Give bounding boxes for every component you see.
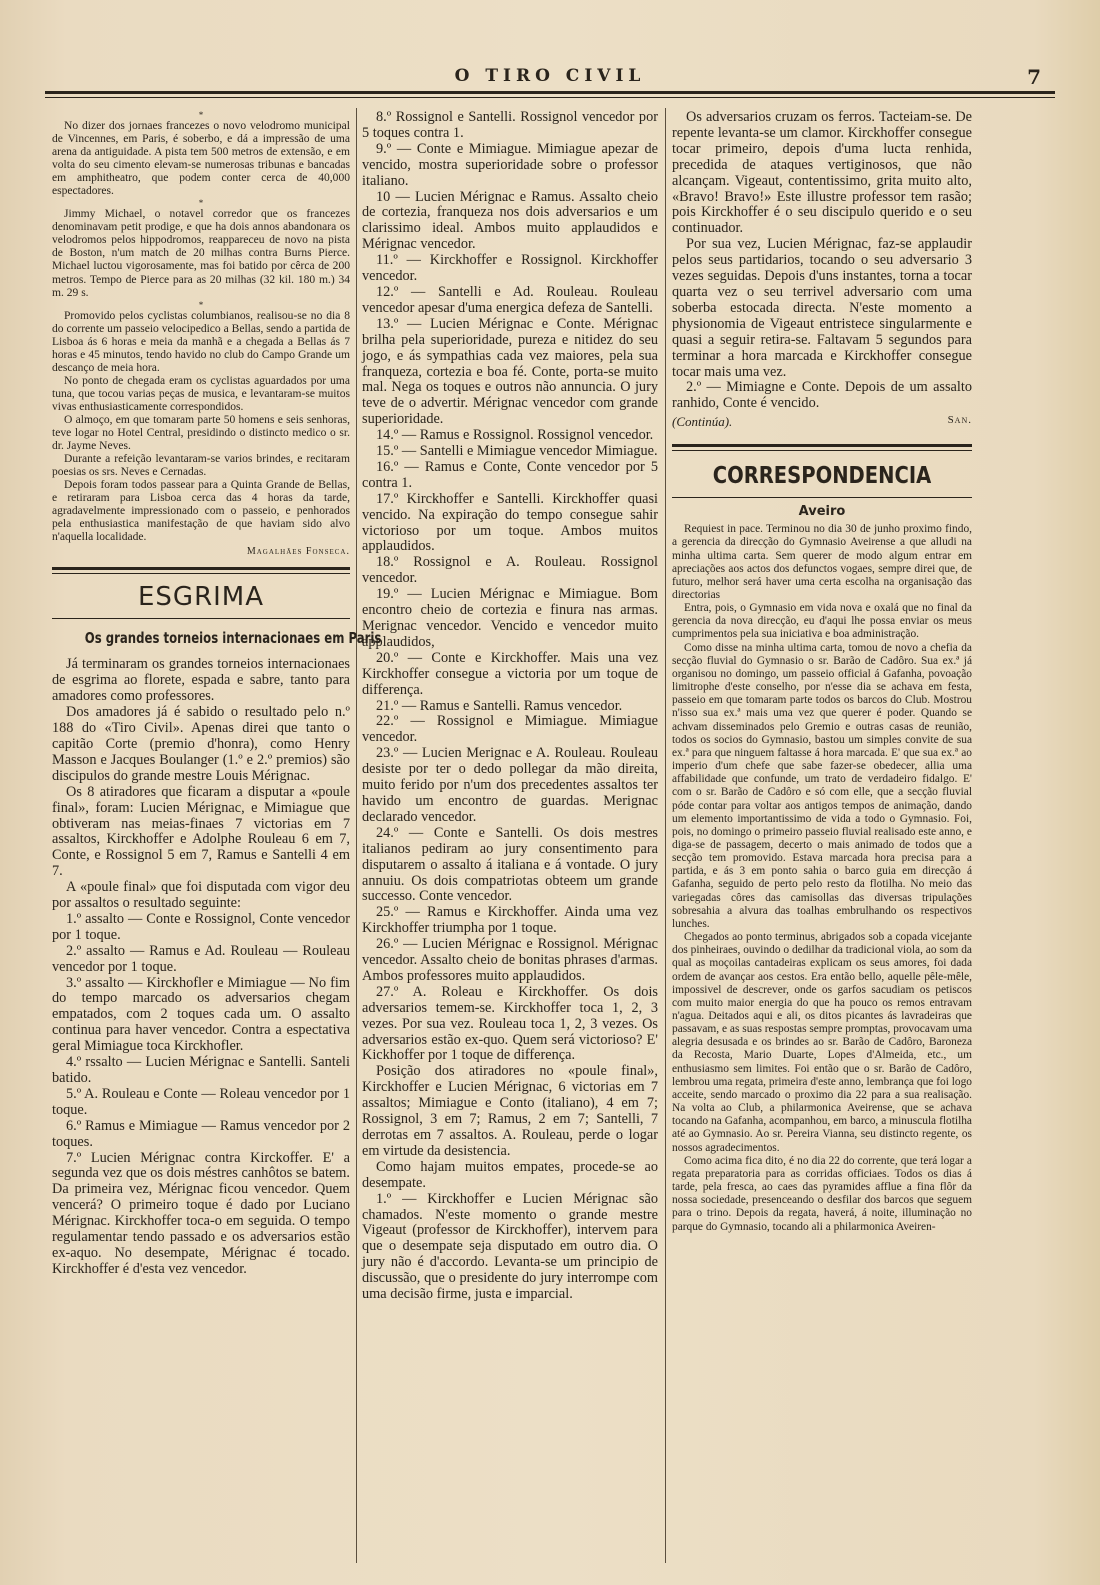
paragraph: 4.º rssalto — Lucien Mérignac e Santelli. Santeli batido. <box>52 1054 350 1087</box>
place-heading: Aveiro <box>798 504 846 520</box>
paragraph: Requiest in pace. Terminou no dia 30 de junho proximo findo, a gerencia da direcção do Gymnasio Aveirense a que alludi na minha ultima carta. Sem querer de modo algum entrar em apreciações aos actos dos defunctos vogaes, sempre direi que, de futuro, melhor será haver uma certa escolha na organisação das directorias <box>672 523 972 601</box>
article-subheading: Os grandes torneios internacionaes em Paris <box>84 629 382 648</box>
column-divider <box>356 108 357 1563</box>
paragraph: Chegados ao ponto terminus, abrigados sob a copada vicejante dos pinheiraes, ouvindo o dedilhar da tradicional viola, ao som da qual as moçoilas cantadeiras explicam os seus amores, foi dada ordem de avançar aos cestos. Era então bello, aquelle pêle-mêle, impossivel de descrever, onde os garfos sacudiam os petiscos com muito maior energia do que ha pouco os remos entravam n'agua. Deitados aqui e ali, os ditos picantes ás lavradeiras que passavam, e as suas respostas sempre promptas, provocavam uma alegria desusada e os brindes ao sr. Barão de Cadôro, Baroneza da Recosta, Mario Duarte, Lopes d'Almeida, etc., um enthusiasmo sem limites. Foi então que o sr. Barão de Cadôro, lembrou uma regata, primeira d'este anno, lembrança que foi logo acceite, sendo marcado o proximo dia 22 para a sua realisação. Na volta ao Club, a philarmonica Aveirense, que se achava tocando na Gafanha, acompanhou, em barco, a minuscula flotilha até ao Gymnasio. Ao sr. Pereira Vianna, seu distincto regente, os nossos agradecimentos. <box>672 931 972 1154</box>
author-signature: Magalhães Fonseca. <box>246 546 350 558</box>
paragraph: 1.º assalto — Conte e Rossignol, Conte vencedor por 1 toque. <box>52 910 350 943</box>
paragraph: A «poule final» que foi disputada com vigor deu por assaltos o resultado seguinte: <box>52 879 350 912</box>
column-3 <box>672 110 972 1575</box>
section-rule <box>672 444 972 447</box>
paragraph: 16.º — Ramus e Conte, Conte vencedor por 5 contra 1. <box>362 458 658 491</box>
paragraph: Por sua vez, Lucien Mérignac, faz-se applaudir pelos seus partidarios, tocando o seu adversario 3 vezes seguidas. Depois d'uns instantes, torna a tocar quarta vez o seu terrivel adversario com uma soberba estocada directa. N'este momento a physionomia de Vigeaut entristece singularmente e quasi a seguir retira-se. Faltavam 5 segundos para terminar a hora marcada e Kirckhoffer consegue tocar mais uma vez. <box>672 236 972 380</box>
section-rule <box>52 573 350 574</box>
paragraph: Como disse na minha ultima carta, tomou de novo a chefia da secção fluvial do Gymnasio o sr. Barão de Cadôro. Sua ex.ª já organisou no domingo, um passeio official á Gafanha, povoação limitrophe d'este conselho, por n'esse dia se achava em festa, passeio em que tomaram parte todos os barcos do Club. Mostrou n'isso sua ex.ª mais uma vez que querer é poder. Quando se achvam disseminados pelo Gremio e outras casas de reunião, todos os socios do Gymnasio, bastou um simples convite de sua ex.ª para que ninguem faltasse á hora marcada. E' que sua ex.ª ao imperio d'um chefe que sabe fazer-se obedecer, allia uma affabilidade que confunde, um trato de verdadeiro fidalgo. E' com o sr. Barão de Cadôro e só com elle, que a secção fluvial póde contar para voltar aos antigos tempos de animação, dando um elemento importantissimo de vida a todo o Gymnasio. Foi, pois, no domingo o primeiro passeio fluvial realisado este anno, e diga-se de passagem, decerto o mais animado de todos que a secção tem promovido. Estava marcada hora precisa para a partida, e ás 3 em ponto sahia o barco guia em direcção á Gafanha, seguido de perto pelo resto da flotilha. No meio das variegadas côres das camisollas das diversas tripulações sobresahia a alvura das toalhas embrulhando os respectivos lunches. <box>672 641 972 930</box>
paragraph: Como hajam muitos empates, procede-se ao desempate. <box>362 1158 658 1191</box>
page-header <box>45 58 1055 102</box>
newspaper-title: O TIRO CIVIL <box>454 66 646 86</box>
column-2 <box>362 110 658 1570</box>
paragraph: Durante a refeição levantaram-se varios brindes, e recitaram poesias os srs. Neves e Cernadas. <box>52 453 350 479</box>
author-signature: San. <box>947 414 972 427</box>
paragraph: 5.º A. Rouleau e Conte — Roleau vencedor por 1 toque. <box>52 1085 350 1118</box>
header-rule-thick <box>45 91 1055 94</box>
paragraph: 7.º Lucien Mérignac contra Kirckoffer. E' a segunda vez que os dois méstres canhôtos se batem. Da primeira vez, Mérignac ficou vencedor. Quem vencerá? O primeiro toque é dado por Luciano Mérignac. Kirckhoffer toca-o em seguida. O tempo regulamentar tendo passado e os adversarios estão ex-aquo. No desempate, Mérignac é tocado. Kirckhoffer é d'esta vez vencedor. <box>52 1149 350 1277</box>
paragraph: 24.º — Conte e Santelli. Os dois mestres italianos pediram ao jury consentimento para disputarem o assalto á italiana e á vontade. O jury annuiu. Os dois compatriotas obteem um grande successo. Conte vencedor. <box>362 824 658 905</box>
paragraph: Os adversarios cruzam os ferros. Tacteiam-se. De repente levanta-se um clamor. Kirckhoffer consegue tocar primeiro, depois d'uma lucta renhida, precedida de ataques vertiginosos, que não alcançam. Vigeaut, contentissimo, grita muito alto, «Bravo! Bravo!» Este illustre professor tem rasão; pois Kirckhoffer é o seu discipulo querido e o seu continuador. <box>672 109 972 237</box>
header-rule-thin <box>45 97 1055 98</box>
separator-star: * <box>198 110 204 120</box>
paragraph: 6.º Ramus e Mimiague — Ramus vencedor por 2 toques. <box>52 1117 350 1150</box>
paragraph: 27.º A. Roleau e Kirckhoffer. Os dois adversarios temem-se. Kirckhoffer toca 1, 2, 3 vezes. Por sua vez. Rouleau toca 1, 2, 3 vezes. Os adversarios estão ex-quo. Quem será victorioso? E' Kickhoffer por 1 toque de differença. <box>362 983 658 1064</box>
section-rule <box>52 567 350 570</box>
paragraph: Jimmy Michael, o notavel corredor que os francezes denominavam petit prodige, e que ha dois annos abandonara os velodromos pelos hippodromos, reappareceu de novo na pista de Boston, n'um match de 20 milhas contra Burns Pierce. Michael luctou vigorosamente, mas foi batido por cêrca de 200 metros. Tempo de Pierce para as 20 milhas (32 kil. 180 m.) 34 m. 29 s. <box>52 208 350 299</box>
article-footer <box>672 414 972 430</box>
paragraph: 18.º Rossignol e A. Rouleau. Rossignol vencedor. <box>362 554 658 587</box>
paragraph: 11.º — Kirckhoffer e Rossignol. Kirckhoffer vencedor. <box>362 252 658 285</box>
paragraph: Os 8 atiradores que ficaram a disputar a «poule final», foram: Lucien Mérignac, e Mimiague que obtiveram nas meias-finaes 7 victorias em 7 assaltos, Kirckhoffer e Adolphe Rouleau 6 em 7, Conte, e Rossignol 5 em 7, Ramus e Santelli 4 em 7. <box>52 783 350 880</box>
section-title-esgrima: ESGRIMA <box>137 582 265 613</box>
column-1 <box>52 110 382 1570</box>
section-rule <box>672 450 972 451</box>
paragraph: Dos amadores já é sabido o resultado pelo n.º 188 do «Tiro Civil». Apenas direi que tanto o capitão Corte (premio d'honra), como Henry Masson e Jacques Boulanger (1.º e 2.º premios) são discipulos do grande mestre Louis Mérignac. <box>52 704 350 784</box>
column-divider <box>665 108 666 1563</box>
paragraph: Posição dos atiradores no «poule final», Kirckhoffer e Lucien Mérignac, 6 victorias em 7 assaltos; Mimiague e Conto (italiano), 4 em 7; Rossignol, 3 em 7; Ramus, 2 em 7; Santelli, 7 derrotas em 7 assaltos. A. Rouleau, perde o logar em virtude da desistencia. <box>362 1063 658 1159</box>
paragraph: 15.º — Santelli e Mimiague vencedor Mimiague. <box>376 443 658 460</box>
paragraph: 2.º — Mimiagne e Conte. Depois de um assalto ranhido, Conte é vencido. <box>672 379 972 412</box>
separator-star: * <box>198 198 204 209</box>
paragraph: 1.º — Kirckhoffer e Lucien Mérignac são chamados. N'este momento o grande mestre Vigeaut (professor de Kirckhoffer), intervem para que o desempate seja disputado em outro dia. O jury não é d'accordo. Levanta-se um principio de discussão, que o presidente do jury interrompe com uma decisão firme, justa e imparcial. <box>362 1190 658 1303</box>
paragraph: 22.º — Rossignol e Mimiague. Mimiague vencedor. <box>362 713 658 746</box>
paragraph: 3.º assalto — Kirckhofler e Mimiague — No fim do tempo marcado os adversarios chegam empatados, com 2 toques cada um. O assalto continua para haver vencedor. Contra a espectativa geral Mimiague toca Kirckhofler. <box>52 974 350 1055</box>
paragraph: 19.º — Lucien Mérignac e Mimiague. Bom encontro cheio de cortezia e finura nas armas. Merignac vencedor. Vencido e vencedor muito applaudidos, <box>362 586 658 650</box>
paragraph: 21.º — Ramus e Santelli. Ramus vencedor. <box>376 697 623 714</box>
paragraph: No dizer dos jornaes francezes o novo velodromo municipal de Vincennes, em Paris, é soberbo, e dá a impressão de uma arena da antiguidade. A pista tem 500 metros de extensão, e em volta do seu cimento elevam-se numerosas tribunas e bancadas em amphitheatro, que podem conter cerca de 40,000 espectadores. <box>52 120 350 198</box>
paragraph: 20.º — Conte e Kirckhoffer. Mais una vez Kirckhoffer consegue a victoria por um toque de differença. <box>362 649 658 698</box>
page-number: 7 <box>1027 65 1041 89</box>
paragraph: 14.º — Ramus e Rossignol. Rossignol vencedor. <box>376 427 654 444</box>
paragraph: 23.º — Lucien Merignac e A. Rouleau. Rouleau desiste por ter o dedo pollegar da mão direita, muito ferido por n'um dos precedentes assaltos ter havido um encontro de guardas. Merignac declarado vencedor. <box>362 745 658 825</box>
paragraph: O almoço, em que tomaram parte 50 homens e seis senhoras, teve logar no Hotel Central, presidindo o distincto medico o sr. dr. Jayme Neves. <box>52 413 350 453</box>
paragraph: 26.º — Lucien Mérignac e Rossignol. Mérignac vencedor. Assalto cheio de bonitas phrases d'armas. Ambos professores muito applaudidos. <box>362 936 658 984</box>
paragraph: Como acima fica dito, é no dia 22 do corrente, que terá logar a regata preparatoria para as corridas officiaes. Todos os dias á tarde, pela fresca, ao caes das pyramides afflue a fina flôr da nossa sociedade, presenceando o desfilar dos barcos que seguem para o trino. Depois da regata, haverá, á noite, illuminação no parque do Gymnasio, tocando ali a philarmonica Aveiren- <box>672 1154 972 1233</box>
section-rule <box>52 618 350 619</box>
paragraph: 2.º assalto — Ramus e Ad. Rouleau — Rouleau vencedor por 1 toque. <box>52 942 350 975</box>
paragraph: 25.º — Ramus e Kirckhoffer. Ainda uma vez Kirckhoffer triumpha por 1 toque. <box>362 904 658 937</box>
paragraph: 12.º — Santelli e Ad. Rouleau. Rouleau vencedor apesar d'uma energica defeza de Santelli. <box>362 283 658 316</box>
paragraph: Depois foram todos passear para a Quinta Grande de Bellas, e retiraram para Lisboa cerca das 4 horas da tarde, agradavelmente impressionado com o passeio, e penhorados pela enthusiastica manifestação de que haviam sido alvo n'aquella localidade. <box>52 479 350 544</box>
paragraph: Entra, pois, o Gymnasio em vida nova e oxalá que no final da gerencia da nova direcção, eu d'aqui lhe possa enviar os meus cumprimentos pela sua iniciativa e boa administração. <box>672 602 972 641</box>
section-rule <box>672 497 972 498</box>
continued-note: (Continúa). <box>672 414 733 430</box>
section-title-correspondencia: CORRESPONDENCIA <box>712 463 932 490</box>
paragraph: No ponto de chegada eram os cyclistas aguardados por uma tuna, que tocou varias peças de musica, e levantaram-se muitos vivas enthusiasticamente correspondidos. <box>52 374 350 413</box>
paragraph: 8.º Rossignol e Santelli. Rossignol vencedor por 5 toques contra 1. <box>362 109 658 141</box>
separator-star: * <box>198 299 204 310</box>
paragraph: Promovido pelos cyclistas columbianos, realisou-se no dia 8 do corrente um passeio velocipedico a Bellas, sendo a partida de Lisboa ás 6 horas e meia da manhã e a chegada a Bellas ás 7 horas e 45 minutos, tendo havido no club do Campo Grande um descanço de meia hora. <box>52 309 350 374</box>
paragraph: 10 — Lucien Mérignac e Ramus. Assalto cheio de cortezia, franqueza nos dois adversarios e um clarissimo ideal. Ambos muito applaudidos e Mérignac vencedor. <box>362 188 658 253</box>
paragraph: Já terminaram os grandes torneios internacionaes de esgrima ao florete, espada e sabre, tanto para amadores como professores. <box>52 656 350 705</box>
paragraph: 17.º Kirckhoffer e Santelli. Kirckhoffer quasi vencido. Na expiração do tempo consegue sahir victorioso por um toque. Ambos muitos applaudidos. <box>362 490 658 555</box>
paragraph: 13.º — Lucien Mérignac e Conte. Mérignac brilha pela superioridade, pureza e nitidez do seu jogo, e ás sympathias cada vez maiores, pela sua franqueza, cortezia e boa fé. Conte, porta-se muito mal. Nega os toques e outros não annuncia. O jury teve de o advertir. Mérignac vencedor com grande superioridade. <box>362 315 658 428</box>
paragraph: 9.º — Conte e Mimiague. Mimiague apezar de vencido, mostra superioridade sobre o professor italiano. <box>362 140 658 189</box>
